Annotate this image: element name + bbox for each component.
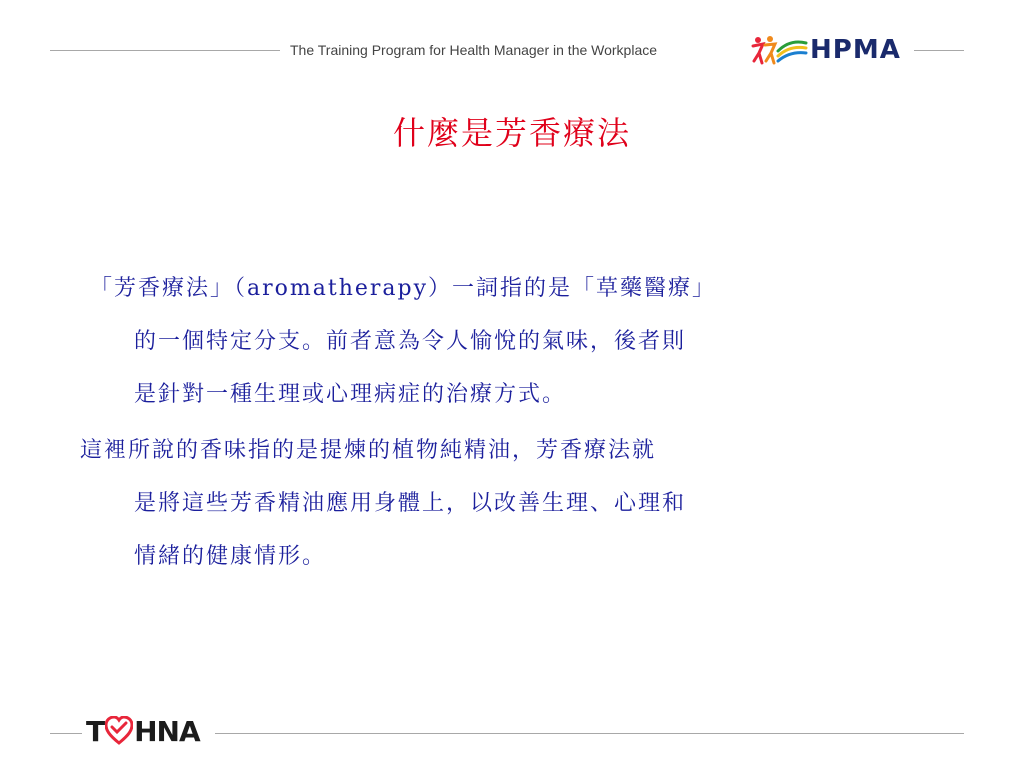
- heart-icon: [105, 716, 133, 746]
- tohna-logo-t: T: [86, 715, 105, 748]
- hpma-logo: [750, 33, 910, 67]
- paragraph-1-line-3: 是針對一種生理或心理病症的治療方式。: [134, 382, 567, 407]
- footer-divider-right: [215, 733, 964, 734]
- paragraph-2-line-1: 這裡所說的香味指的是提煉的植物純精油，芳香療法就: [80, 438, 657, 463]
- hpma-logo-text: HPMA: [810, 35, 901, 65]
- slide-title: 什麼是芳香療法: [392, 114, 631, 152]
- footer-divider-left: [50, 733, 82, 734]
- tohna-logo-hna: HNA: [134, 715, 200, 748]
- tohna-logo: [86, 714, 211, 750]
- header-divider-right: [914, 50, 964, 51]
- program-title: The Training Program for Health Manager in the Workplace: [290, 42, 658, 58]
- paragraph-2: [80, 424, 686, 583]
- paragraph-1-line-2: 的一個特定分支。前者意為令人愉悅的氣味，後者則: [134, 329, 687, 354]
- paragraph-2-line-2: 是將這些芳香精油應用身體上，以改善生理、心理和: [134, 491, 687, 516]
- paragraph-1: [90, 262, 716, 421]
- paragraph-2-line-3: 情緒的健康情形。: [134, 544, 327, 569]
- paragraph-1-line-1: 「芳香療法」（aromatherapy）一詞指的是「草藥醫療」: [90, 276, 717, 301]
- hpma-people-icon: [750, 33, 808, 67]
- header-divider-left: [50, 50, 280, 51]
